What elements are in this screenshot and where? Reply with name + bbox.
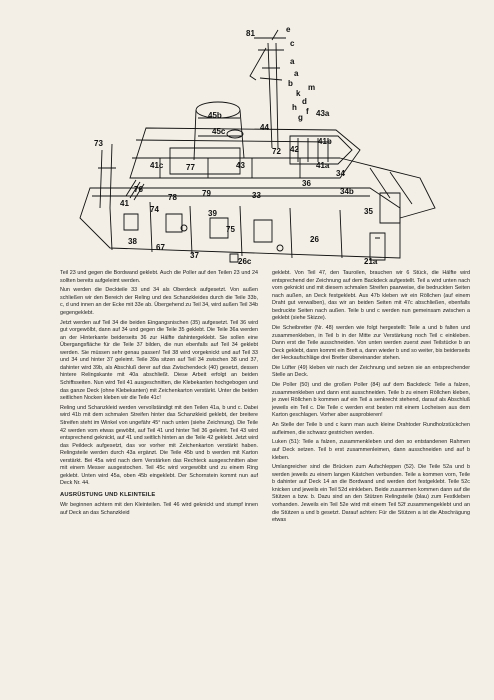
label-74: 74 bbox=[150, 205, 159, 214]
paragraph: Die Poller (50) und die großen Poller (84) auf dem Backdeck: Teile a falzen, zusammenkleben und dann erst ausschneiden. Teile b zu einem Röllchen kleben, je zwei Röllchen b kommen auf ein Teil a senkrecht stehend, darauf als Abschluß jeweils ein Teil c. Die Teile c werden erst besten mit einem Locheisen aus dem Karton geschlagen. Vorher aber ausprobieren! bbox=[272, 382, 470, 419]
label-34: 34 bbox=[336, 169, 345, 178]
paragraph: Die Lüfter (49) kleben wir nach der Zeichnung und setzen sie an entsprechender Stelle an Deck. bbox=[272, 364, 470, 379]
label-41c: 41c bbox=[150, 161, 164, 170]
section-heading: AUSRÜSTUNG UND KLEINTEILE bbox=[60, 491, 156, 498]
label-36: 36 bbox=[302, 179, 311, 188]
label-b: b bbox=[288, 79, 293, 88]
paragraph: Umlangreicher sind die Brücken zum Aufschleppen (52). Die Teile 52a und b werden jeweils zu einem langen Kästchen verbunden. Teile a kommen vorn, Teile b dahinter auf Deck 14 an die Bordwand und werden dort festgeklebt. Teile 52c knicken und jeweils ein Teil 52d einkleben. Beide zusammen kommen dann auf die Stützen a bzw. b. Dazu sind an den Stützen Relingsteile (blau) zum Festkleben vorhanden. Jeweils ein Teil 52e wird mit einem Teil 52f zusammengeklebt und an die Stützen a und b gesetzt. Darauf achten: Für die Stützen a ist die Abschrägung etwas bbox=[272, 464, 470, 524]
paragraph: Jetzt werden auf Teil 34 die beiden Eingangsnischen (35) aufgesetzt. Teil 36 wird gut vorgewölbt, dann auf 34 und gegen die Teile 35 geklebt. Die Teile 36a werden an der Hinterkante beiderseits 36 zur Hälfte dahintergeklebt. Sie sollen eine Übergangsfläche für die Teile 37 bilden, die nun ebenfalls auf Teil 34 geklebt werden. Sie müssen sehr genau passen! Teil 38 wird vorgeknickt und auf Teil 33 und 34 und hinter 37 geleimt. Teile 39a sitzen auf Teil 34 zwischen 38 und 37, dahinter wird 39b, als Abschluß derer auf das Zwischendeck (40) gesetzt, dessen hintere Relingskante mit 40a abschließt. Diese Arbeit erfolgt an beiden Schiffsseiten. Nun wird Teil 41 ausgeschnitten, die Klebekanten hochgebogen und das ganze Deck (ohne Klebekanten) mit Zeichenkarton verstärkt. Unter die beiden seitlichen Nocken kleben wir die Teile 41c! bbox=[60, 319, 258, 402]
label-e: e bbox=[286, 25, 291, 34]
label-42: 42 bbox=[290, 145, 299, 154]
label-21a: 21a bbox=[364, 257, 378, 266]
label-33: 33 bbox=[252, 191, 261, 200]
label-45b: 45b bbox=[208, 111, 222, 120]
label-a-2: a bbox=[294, 69, 299, 78]
label-78: 78 bbox=[168, 193, 177, 202]
label-34b: 34b bbox=[340, 187, 354, 196]
label-79: 79 bbox=[202, 189, 211, 198]
label-f: f bbox=[306, 107, 309, 116]
paragraph: Nun werden die Deckteile 33 und 34 als Oberdeck aufgesetzt. Von außen schließen wir den Bereich der Reling und des Schanzkleides durch die Teile 33b, c, d und innen an der Ecke mit 33e ab. Übergehend zu Teil 34, wird außen Teil 34b gegengeklebt. bbox=[60, 287, 258, 316]
paragraph: An Stelle der Teile b und c kann man auch kleine Drahtoder Rundholzstückchen aufleimen, die schwarz gestrichen werden. bbox=[272, 422, 470, 436]
label-g: g bbox=[298, 113, 303, 122]
label-75: 75 bbox=[226, 225, 235, 234]
label-39: 39 bbox=[208, 209, 217, 218]
label-d: d bbox=[302, 97, 307, 106]
label-26c: 26c bbox=[238, 257, 252, 266]
label-67: 67 bbox=[156, 243, 165, 252]
label-41b: 41b bbox=[318, 137, 332, 146]
paragraph: Luken (51): Teile a falzen, zusammenkleben und den so entstandenen Rahmen auf Deck setzen. Teil b erst zusammenleimen, dann ausschneiden und auf b kleben. bbox=[272, 439, 470, 461]
label-77: 77 bbox=[186, 163, 195, 172]
left-column bbox=[60, 270, 258, 690]
paragraph: geklebt. Von Teil 47, den Tauroilen, brauchen wir 6 Stück, die Hälfte wird entsprechend der Zeichnung auf dem Backdeck aufgestellt. Teil a wird unten nach vorn geknickt und mit diesem schmalen Streifen paarweise, die bedruckten Seiten nach außen, an Deck festgeklebt. Aus 47b kleben wir ein Röllchen (auf einem Draht gut verwalben), das wir an beiden Seiten mit 47c abschließen, ebenfalls bedruckte Seiten nach außen. Teile b und c werden nun gemeinsam zwischen a geklebt (siehe Skizze). bbox=[272, 270, 470, 322]
paragraph: Wir beginnen achtern mit den Kleinteilen. Teil 46 wird geknickt und stumpf innen auf Deck an das Schanzkleid bbox=[60, 502, 258, 516]
paragraph: Reling und Schanzkleid werden vervollständigt mit den Teilen 41a, b und c. Dabei wird 41b mit dem schmalen Streifen hinter das Schanzkleid geklebt, der breitere Streifen steht im Winkel von ungefähr 45° nach unten (siehe Zeichnung). Die Teile 42 werden vom etwas gewölbt, auf Teil 41 und hinter Teil 36 geleimt. Teil 43 wird entsprechend geknickt, auf 41 und seitlich hinten an die Teile 42 geklebt. Jetzt wird das Peildeck aufgesetzt, das vor vorher mit Zeichenkarton verstärkt haben. Relingsteile werden durch 43a ergänzt. Die Teile 45b und b werden mit Karton verstärkt. Bei 45a wird nach dem Verstärken das Rechteck ausgeschnitten aber mit einem Messer ausgestochen. Teil 45c wird vorgewölbt und zu einem Ring geklebt. Unten wird 45a, oben 45b eingeklebt. Der Schornstein kommt nun auf Deck Nr. 44. bbox=[60, 404, 258, 487]
label-45c: 45c bbox=[212, 127, 226, 136]
label-43: 43 bbox=[236, 161, 245, 170]
label-a: a bbox=[290, 57, 295, 66]
label-44: 44 bbox=[260, 123, 269, 132]
label-73: 73 bbox=[94, 139, 103, 148]
ship-superstructure-illustration bbox=[40, 18, 460, 268]
label-26: 26 bbox=[310, 235, 319, 244]
label-h: h bbox=[292, 103, 297, 112]
instruction-text bbox=[60, 270, 470, 690]
label-35: 35 bbox=[364, 207, 373, 216]
label-41: 41 bbox=[120, 199, 129, 208]
label-37: 37 bbox=[190, 251, 199, 260]
label-41a: 41a bbox=[316, 161, 330, 170]
drawing-lines bbox=[80, 30, 435, 262]
right-column bbox=[272, 270, 470, 690]
label-72: 72 bbox=[272, 147, 281, 156]
label-c: c bbox=[290, 39, 295, 48]
paragraph: Die Scheibretter (Nr. 48) werden wie folgt hergestellt: Teile a und b falten und zusammenkleben, in Teil b in der Mitte zur Verstärkung noch Teil c einkleben. Dann erst die Teile ausschneiden. Von unten werden zuerst zwei Teilstücke b an Deck geklebt, dann kommt ein Brett a, dann wieder b und so weiter, bis beiderseits der Heckaufschläge drei Bretter übereinander stehen. bbox=[272, 325, 470, 362]
label-38: 38 bbox=[128, 237, 137, 246]
paragraph: Teil 23 und gegen die Bordwand geklebt. Auch die Poller auf den Teilen 23 und 24 sollten bereits aufgeleimt werden. bbox=[60, 270, 258, 284]
label-43a: 43a bbox=[316, 109, 330, 118]
label-81: 81 bbox=[246, 29, 255, 38]
assembly-drawing bbox=[40, 18, 460, 268]
label-76: 76 bbox=[134, 185, 143, 194]
label-k: k bbox=[296, 89, 301, 98]
label-m: m bbox=[308, 83, 316, 92]
